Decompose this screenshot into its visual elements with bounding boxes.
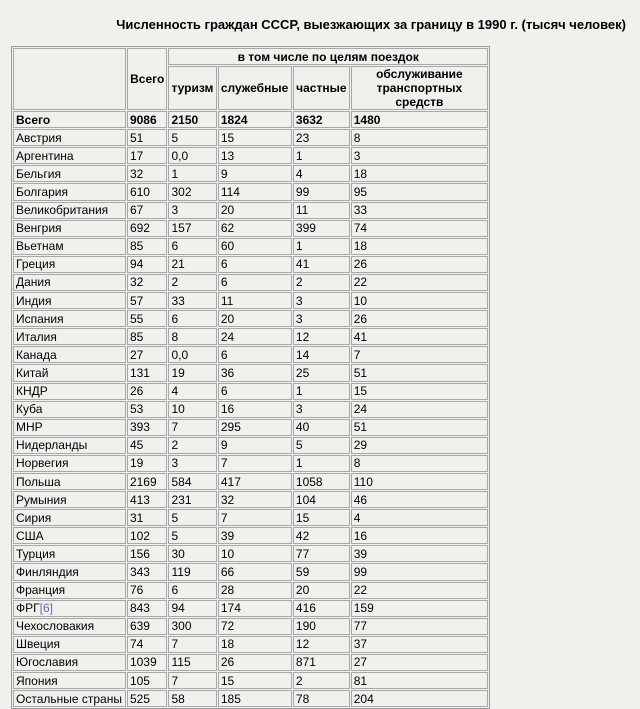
cell-transport: 99: [351, 563, 488, 580]
cell-private: 416: [293, 600, 350, 617]
country-cell: [13, 437, 126, 454]
cell-service: 295: [218, 419, 292, 436]
cell-total: 85: [127, 238, 168, 255]
cell-transport: 95: [351, 183, 488, 200]
table-row: [13, 292, 488, 309]
cell-service: 39: [218, 527, 292, 544]
cell-transport: 22: [351, 582, 488, 599]
cell-total: 2169: [127, 473, 168, 490]
totals-private: 3632: [293, 111, 350, 128]
header-transport: обслуживание транспортных средств: [351, 66, 488, 110]
cell-service: 18: [218, 636, 292, 653]
country-cell: [13, 165, 126, 182]
country-cell: [13, 455, 126, 472]
cell-total: 1039: [127, 654, 168, 671]
cell-transport: 3: [351, 147, 488, 164]
country-cell: [13, 256, 126, 273]
cell-service: 114: [218, 183, 292, 200]
cell-total: 102: [127, 527, 168, 544]
cell-private: 2: [293, 672, 350, 689]
cell-transport: 27: [351, 654, 488, 671]
cell-tourism: 157: [168, 220, 216, 237]
cell-private: 1058: [293, 473, 350, 490]
cell-transport: 7: [351, 346, 488, 363]
cell-service: 20: [218, 202, 292, 219]
cell-total: 131: [127, 364, 168, 381]
country-name: Аргентина: [16, 148, 74, 163]
country-name: МНР: [16, 420, 43, 435]
table-row: [13, 582, 488, 599]
cell-total: 843: [127, 600, 168, 617]
country-name: Швеция: [16, 637, 60, 652]
country-name: Румыния: [16, 492, 67, 507]
cell-service: 32: [218, 491, 292, 508]
footnote-link[interactable]: [6]: [39, 601, 53, 616]
cell-service: 9: [218, 165, 292, 182]
cell-private: 25: [293, 364, 350, 381]
cell-transport: 74: [351, 220, 488, 237]
cell-tourism: 5: [168, 527, 216, 544]
cell-total: 53: [127, 401, 168, 418]
country-name: Франция: [16, 583, 66, 598]
cell-private: 59: [293, 563, 350, 580]
table-row: [13, 672, 488, 689]
country-name: Польша: [16, 474, 61, 489]
cell-total: 51: [127, 129, 168, 146]
cell-tourism: 94: [168, 600, 216, 617]
cell-total: 393: [127, 419, 168, 436]
cell-private: 5: [293, 437, 350, 454]
cell-tourism: 302: [168, 183, 216, 200]
cell-transport: 24: [351, 401, 488, 418]
cell-total: 19: [127, 455, 168, 472]
country-name: КНДР: [16, 384, 48, 399]
header-tourism: туризм: [168, 66, 216, 110]
cell-tourism: 0,0: [168, 147, 216, 164]
cell-transport: 15: [351, 383, 488, 400]
cell-private: 2: [293, 274, 350, 291]
header-empty-cell: [13, 48, 126, 110]
country-name: Вьетнам: [16, 239, 64, 254]
country-cell: [13, 147, 126, 164]
country-name: Болгария: [16, 185, 68, 200]
cell-tourism: 5: [168, 129, 216, 146]
country-name: ФРГ: [16, 601, 40, 616]
cell-service: 13: [218, 147, 292, 164]
country-cell: [13, 509, 126, 526]
country-cell: [13, 582, 126, 599]
country-cell: [13, 220, 126, 237]
cell-private: 40: [293, 419, 350, 436]
cell-tourism: 300: [168, 618, 216, 635]
totals-label: Всего: [13, 111, 126, 128]
country-cell: [13, 292, 126, 309]
cell-tourism: 7: [168, 636, 216, 653]
cell-total: 55: [127, 310, 168, 327]
cell-transport: 26: [351, 256, 488, 273]
country-cell: [13, 545, 126, 562]
country-cell: [13, 310, 126, 327]
cell-total: 610: [127, 183, 168, 200]
cell-transport: 26: [351, 310, 488, 327]
country-cell: [13, 346, 126, 363]
cell-private: 41: [293, 256, 350, 273]
header-service: служебные: [218, 66, 292, 110]
country-cell: [13, 274, 126, 291]
country-cell: [13, 654, 126, 671]
cell-service: 72: [218, 618, 292, 635]
country-name: Китай: [16, 365, 49, 380]
cell-tourism: 30: [168, 545, 216, 562]
cell-tourism: 19: [168, 364, 216, 381]
country-name: Италия: [16, 329, 57, 344]
table-row: [13, 165, 488, 182]
cell-total: 27: [127, 346, 168, 363]
cell-transport: 10: [351, 292, 488, 309]
country-name: Бельгия: [16, 166, 61, 181]
country-name: Норвегия: [16, 456, 69, 471]
table-row: [13, 654, 488, 671]
table-row: [13, 563, 488, 580]
table-row: [13, 509, 488, 526]
cell-service: 62: [218, 220, 292, 237]
table-row: [13, 527, 488, 544]
cell-tourism: 2: [168, 274, 216, 291]
cell-tourism: 58: [168, 690, 216, 707]
table-row: [13, 690, 488, 707]
cell-transport: 41: [351, 328, 488, 345]
cell-private: 77: [293, 545, 350, 562]
country-name: Канада: [16, 347, 57, 362]
cell-total: 57: [127, 292, 168, 309]
cell-tourism: 4: [168, 383, 216, 400]
cell-private: 3: [293, 401, 350, 418]
cell-service: 174: [218, 600, 292, 617]
cell-service: 26: [218, 654, 292, 671]
cell-total: 639: [127, 618, 168, 635]
cell-total: 67: [127, 202, 168, 219]
cell-tourism: 7: [168, 672, 216, 689]
emigration-table: [11, 46, 490, 709]
cell-tourism: 21: [168, 256, 216, 273]
table-row: [13, 491, 488, 508]
country-name: Греция: [16, 257, 56, 272]
country-name: Испания: [16, 311, 64, 326]
country-cell: [13, 563, 126, 580]
cell-private: 78: [293, 690, 350, 707]
cell-tourism: 7: [168, 419, 216, 436]
table-row: [13, 364, 488, 381]
cell-transport: 4: [351, 509, 488, 526]
cell-tourism: 0,0: [168, 346, 216, 363]
cell-transport: 46: [351, 491, 488, 508]
table-row: [13, 310, 488, 327]
header-private: частные: [293, 66, 350, 110]
country-cell: [13, 364, 126, 381]
cell-transport: 37: [351, 636, 488, 653]
cell-service: 60: [218, 238, 292, 255]
country-cell: [13, 527, 126, 544]
cell-transport: 159: [351, 600, 488, 617]
cell-service: 7: [218, 509, 292, 526]
cell-service: 36: [218, 364, 292, 381]
cell-total: 692: [127, 220, 168, 237]
cell-tourism: 6: [168, 238, 216, 255]
cell-service: 28: [218, 582, 292, 599]
cell-service: 15: [218, 129, 292, 146]
cell-tourism: 231: [168, 491, 216, 508]
country-cell: [13, 419, 126, 436]
table-row: [13, 455, 488, 472]
country-name: Дания: [16, 275, 51, 290]
cell-private: 12: [293, 328, 350, 345]
cell-total: 413: [127, 491, 168, 508]
country-name: Финляндия: [16, 564, 79, 579]
cell-total: 156: [127, 545, 168, 562]
cell-total: 85: [127, 328, 168, 345]
table-row: [13, 202, 488, 219]
cell-service: 11: [218, 292, 292, 309]
cell-transport: 18: [351, 238, 488, 255]
table-row: [13, 401, 488, 418]
country-cell: [13, 328, 126, 345]
cell-private: 871: [293, 654, 350, 671]
cell-total: 74: [127, 636, 168, 653]
country-name: Сирия: [16, 510, 52, 525]
country-name: Венгрия: [16, 221, 62, 236]
country-name: Чехословакия: [16, 619, 95, 634]
cell-private: 23: [293, 129, 350, 146]
country-cell: [13, 618, 126, 635]
cell-transport: 8: [351, 129, 488, 146]
cell-tourism: 8: [168, 328, 216, 345]
cell-service: 20: [218, 310, 292, 327]
cell-transport: 18: [351, 165, 488, 182]
cell-private: 4: [293, 165, 350, 182]
cell-private: 3: [293, 310, 350, 327]
cell-service: 15: [218, 672, 292, 689]
cell-service: 185: [218, 690, 292, 707]
cell-transport: 51: [351, 364, 488, 381]
country-name: Великобритания: [16, 203, 109, 218]
cell-transport: 33: [351, 202, 488, 219]
cell-total: 45: [127, 437, 168, 454]
cell-total: 525: [127, 690, 168, 707]
cell-tourism: 6: [168, 582, 216, 599]
cell-private: 20: [293, 582, 350, 599]
cell-tourism: 3: [168, 202, 216, 219]
table-row: [13, 238, 488, 255]
country-cell: [13, 383, 126, 400]
cell-transport: 22: [351, 274, 488, 291]
header-purposes: в том числе по целям поездок: [168, 48, 488, 65]
cell-private: 14: [293, 346, 350, 363]
cell-transport: 29: [351, 437, 488, 454]
cell-service: 7: [218, 455, 292, 472]
header-total: Всего: [127, 48, 168, 110]
cell-service: 24: [218, 328, 292, 345]
cell-transport: 8: [351, 455, 488, 472]
country-name: Югославия: [16, 655, 79, 670]
cell-transport: 16: [351, 527, 488, 544]
country-name: Австрия: [16, 130, 62, 145]
cell-private: 99: [293, 183, 350, 200]
header-row: [13, 48, 488, 65]
cell-private: 11: [293, 202, 350, 219]
cell-tourism: 10: [168, 401, 216, 418]
cell-total: 343: [127, 563, 168, 580]
cell-total: 31: [127, 509, 168, 526]
cell-private: 3: [293, 292, 350, 309]
table-row: [13, 183, 488, 200]
cell-transport: 77: [351, 618, 488, 635]
country-name: Индия: [16, 293, 52, 308]
table-row: [13, 274, 488, 291]
cell-tourism: 6: [168, 310, 216, 327]
cell-private: 104: [293, 491, 350, 508]
cell-service: 10: [218, 545, 292, 562]
cell-total: 105: [127, 672, 168, 689]
country-cell: [13, 672, 126, 689]
page-title: Численность граждан СССР, выезжающих за границу в 1990 г. (тысяч человек): [116, 17, 626, 32]
table-row: [13, 129, 488, 146]
totals-total: 9086: [127, 111, 168, 128]
cell-transport: 51: [351, 419, 488, 436]
table-row: [13, 256, 488, 273]
cell-total: 94: [127, 256, 168, 273]
table-row: [13, 328, 488, 345]
cell-private: 1: [293, 455, 350, 472]
cell-total: 26: [127, 383, 168, 400]
cell-total: 32: [127, 274, 168, 291]
table-row: [13, 618, 488, 635]
country-name: Нидерланды: [16, 438, 88, 453]
country-cell: [13, 636, 126, 653]
cell-private: 1: [293, 383, 350, 400]
cell-tourism: 584: [168, 473, 216, 490]
cell-tourism: 33: [168, 292, 216, 309]
cell-tourism: 119: [168, 563, 216, 580]
table-row: [13, 636, 488, 653]
cell-service: 6: [218, 383, 292, 400]
cell-service: 9: [218, 437, 292, 454]
country-cell: [13, 238, 126, 255]
table-row: [13, 600, 488, 617]
cell-total: 76: [127, 582, 168, 599]
country-cell: [13, 491, 126, 508]
cell-tourism: 2: [168, 437, 216, 454]
cell-tourism: 1: [168, 165, 216, 182]
table-row: [13, 383, 488, 400]
country-cell: [13, 202, 126, 219]
country-cell: [13, 600, 126, 617]
totals-transport: 1480: [351, 111, 488, 128]
country-name: Япония: [16, 673, 58, 688]
cell-transport: 39: [351, 545, 488, 562]
cell-tourism: 3: [168, 455, 216, 472]
country-name: США: [16, 528, 44, 543]
cell-service: 66: [218, 563, 292, 580]
table-row: [13, 419, 488, 436]
cell-transport: 81: [351, 672, 488, 689]
table-row: [13, 220, 488, 237]
cell-private: 42: [293, 527, 350, 544]
cell-total: 17: [127, 147, 168, 164]
cell-service: 6: [218, 256, 292, 273]
totals-service: 1824: [218, 111, 292, 128]
cell-private: 12: [293, 636, 350, 653]
cell-private: 190: [293, 618, 350, 635]
country-cell: [13, 183, 126, 200]
cell-total: 32: [127, 165, 168, 182]
cell-private: 399: [293, 220, 350, 237]
cell-service: 6: [218, 274, 292, 291]
country-cell: [13, 473, 126, 490]
totals-row: [13, 111, 488, 128]
cell-tourism: 5: [168, 509, 216, 526]
country-name: Куба: [16, 402, 43, 417]
totals-tourism: 2150: [168, 111, 216, 128]
cell-tourism: 115: [168, 654, 216, 671]
table-row: [13, 346, 488, 363]
country-cell: [13, 690, 126, 707]
cell-private: 1: [293, 238, 350, 255]
cell-transport: 204: [351, 690, 488, 707]
country-name: Остальные страны: [16, 691, 122, 706]
cell-private: 1: [293, 147, 350, 164]
table-row: [13, 473, 488, 490]
country-cell: [13, 129, 126, 146]
cell-service: 16: [218, 401, 292, 418]
table-row: [13, 437, 488, 454]
country-cell: [13, 401, 126, 418]
cell-private: 15: [293, 509, 350, 526]
cell-transport: 110: [351, 473, 488, 490]
table-row: [13, 147, 488, 164]
cell-service: 6: [218, 346, 292, 363]
table-row: [13, 545, 488, 562]
cell-service: 417: [218, 473, 292, 490]
country-name: Турция: [16, 546, 56, 561]
